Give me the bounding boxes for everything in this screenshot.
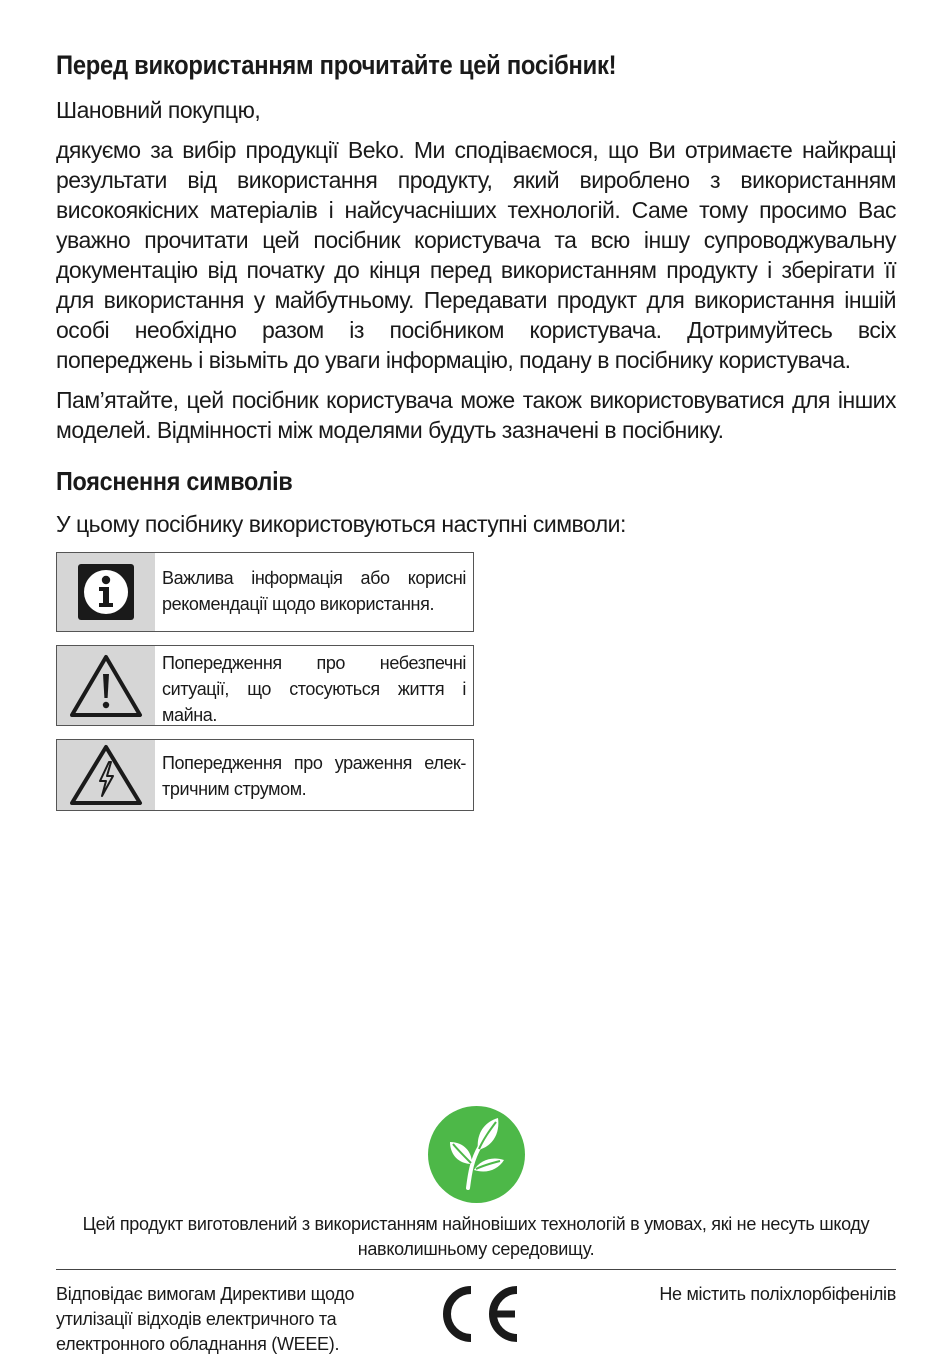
manual-page <box>56 0 896 1357</box>
symbol-box-info <box>56 552 474 632</box>
symbol-description: Важлива інформація або корисні рекомендації щодо використання. <box>162 568 466 614</box>
greeting-text: Шановний покупцю, <box>56 97 261 123</box>
symbol-icon-cell <box>57 740 155 810</box>
warning-triangle-icon <box>69 654 143 718</box>
models-note-paragraph: Пам’ятайте, цей посібник користувача може також використовуватися для інших моделей. Відмінності між моделями будуть зазначені в посібнику. <box>56 387 896 443</box>
symbols-intro-text: У цьому посібнику використовуються наступні символи: <box>56 511 626 537</box>
environment-statement: Цей продукт виготовлений з використанням найновіших технологій в умовах, які не несуть шкоду навколишньому середовищу. <box>82 1214 870 1259</box>
main-heading: Перед використанням прочитайте цей посібник! <box>56 50 617 80</box>
symbol-description: Попередження про ураження елек-тричним струмом. <box>162 753 466 799</box>
symbol-icon-cell <box>57 646 155 725</box>
pcb-free-text: Не містить поліхлорбіфенілів <box>659 1284 896 1304</box>
electric-shock-icon <box>69 744 143 806</box>
intro-paragraph: дякуємо за вибір продукції Beko. Ми сподіваємося, що Ви отримаєте найкращі результати від використання продукту, який вироблено з використанням високоякісних матеріалів і найсучасніших технологій. Саме тому просимо Вас уважно прочитати цей посібник користувача та всю іншу супроводжувальну документацію від початку до кінця перед використанням продукту і зберігати її для використання у майбутньому. Передавати продукт для використання іншій особі необхідно разом із посібником користувача. Дотримуйтесь всіх попереджень і візьміть до уваги інформацію, подану в посібнику користувача. <box>56 137 896 373</box>
symbols-heading: Пояснення символів <box>56 466 293 496</box>
symbol-box-warning <box>56 645 474 726</box>
symbol-box-electric-shock <box>56 739 474 811</box>
symbol-icon-cell <box>57 553 155 631</box>
info-icon <box>77 563 135 621</box>
ce-mark-icon <box>433 1283 523 1345</box>
symbol-description: Попередження про небезпечні ситуації, що стосуються життя і майна. <box>162 653 466 725</box>
divider <box>56 1269 896 1270</box>
eco-leaf-icon <box>428 1106 525 1203</box>
weee-compliance-text: Відповідає вимогам Директиви щодо утилізації відходів електричного та електронного обладнання (WEEE). <box>56 1284 355 1354</box>
